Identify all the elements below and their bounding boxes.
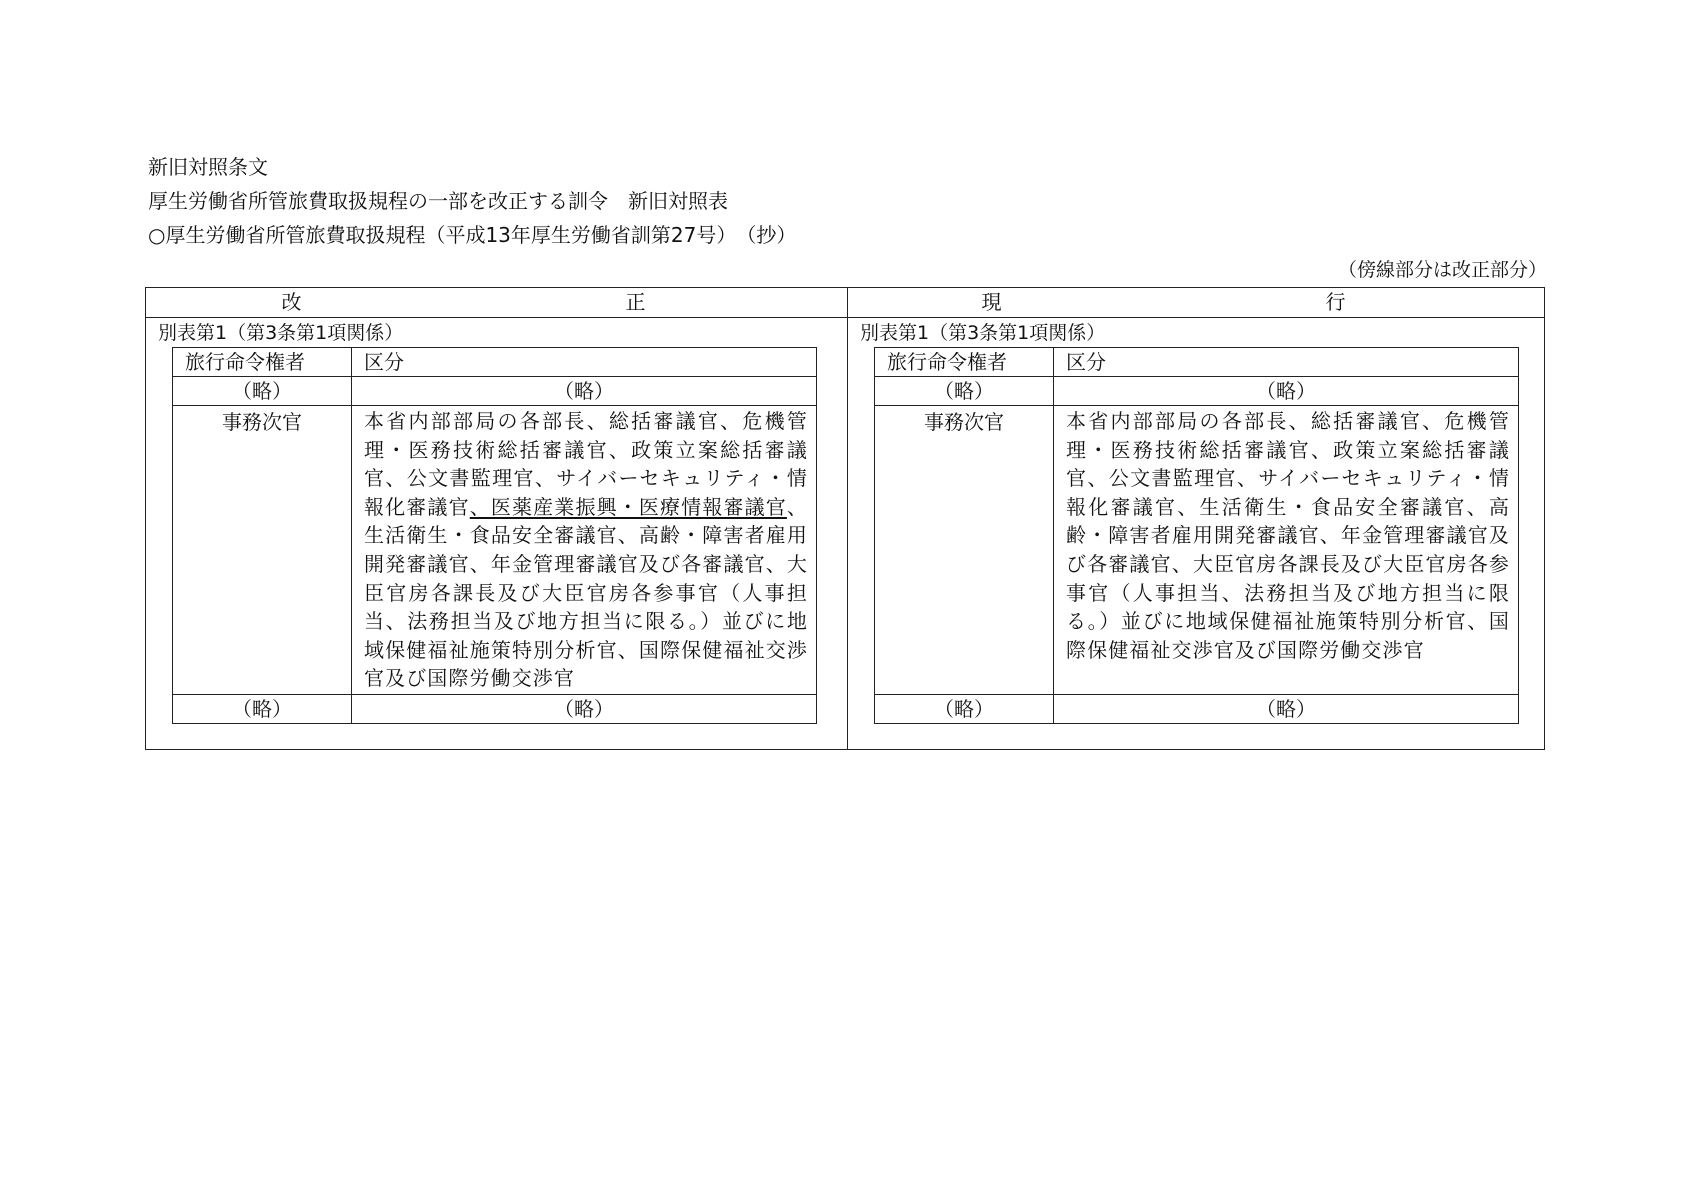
authority-header: 旅行命令権者 — [173, 348, 352, 377]
omitted-cell: （略） — [352, 695, 817, 724]
omitted-cell: （略） — [1054, 377, 1519, 406]
current-inner-table — [874, 347, 1519, 724]
regulation-name: ○厚生労働省所管旅費取扱規程（平成13年厚生労働省訓第27号） （抄） — [148, 223, 797, 247]
omitted-row — [875, 695, 1519, 724]
category-header: 区分 — [1054, 348, 1519, 377]
current-column-header — [848, 288, 1545, 317]
omitted-cell: （略） — [875, 695, 1054, 724]
amended-category-cell — [352, 406, 817, 695]
omitted-cell: （略） — [173, 377, 352, 406]
authority-header: 旅行命令権者 — [875, 348, 1054, 377]
table-row — [875, 406, 1519, 695]
amended-header-label: 改 正 — [281, 290, 712, 314]
document-subtitle: 厚生労働省所管旅費取扱規程の一部を改正する訓令 新旧対照表 — [148, 189, 728, 213]
omitted-row — [173, 377, 817, 406]
authority-cell: 事務次官 — [875, 406, 1054, 695]
amended-side — [146, 318, 846, 748]
omitted-cell: （略） — [875, 377, 1054, 406]
underline-note: （傍線部分は改正部分） — [1337, 259, 1547, 281]
category-header: 区分 — [352, 348, 817, 377]
omitted-cell: （略） — [1054, 695, 1519, 724]
amended-text-before: 本省内部部局の各部長、総括審議官、危機管理・医務技術総括審議官、政策立案総括審議官、公文書監理官、サイバーセキュリティ・情報化審議官 — [364, 409, 808, 519]
authority-cell: 事務次官 — [173, 406, 352, 695]
omitted-row — [173, 695, 817, 724]
amended-text-underlined: 、医薬産業振興・医療情報審議官 — [469, 494, 787, 519]
omitted-cell: （略） — [352, 377, 817, 406]
current-side — [848, 318, 1548, 748]
table-header-row — [173, 348, 817, 377]
document-title: 新旧対照条文 — [148, 155, 268, 179]
current-caption: 別表第1（第3条第1項関係） — [860, 322, 1106, 344]
omitted-cell: （略） — [173, 695, 352, 724]
current-header-label: 現 行 — [981, 290, 1412, 314]
current-category-cell: 本省内部部局の各部長、総括審議官、危機管理・医務技術総括審議官、政策立案総括審議官、公文書監理官、サイバーセキュリティ・情報化審議官、生活衛生・食品安全審議官、高齢・障害者雇用開発審議官、年金管理審議官及び各審議官、大臣官房各課長及び大臣官房各参事官（人事担当、法務担当及び地方担当に限る。）並びに地域保健福祉施策特別分析官、国際保健福祉交渉官及び国際労働交渉官 — [1054, 406, 1519, 695]
amended-inner-table — [172, 347, 817, 724]
table-header-row — [875, 348, 1519, 377]
table-row — [173, 406, 817, 695]
amended-column-header — [146, 288, 847, 317]
omitted-row — [875, 377, 1519, 406]
comparison-table — [145, 287, 1545, 750]
amended-text-after: 、生活衛生・食品安全審議官、高齢・障害者雇用開発審議官、年金管理審議官及び各審議官、大臣官房各課長及び大臣官房各参事官（人事担当、法務担当及び地方担当に限る。）並びに地域保健福祉施策特別分析官、国際保健福祉交渉官及び国際労働交渉官 — [364, 494, 809, 691]
amended-caption: 別表第1（第3条第1項関係） — [158, 322, 404, 344]
